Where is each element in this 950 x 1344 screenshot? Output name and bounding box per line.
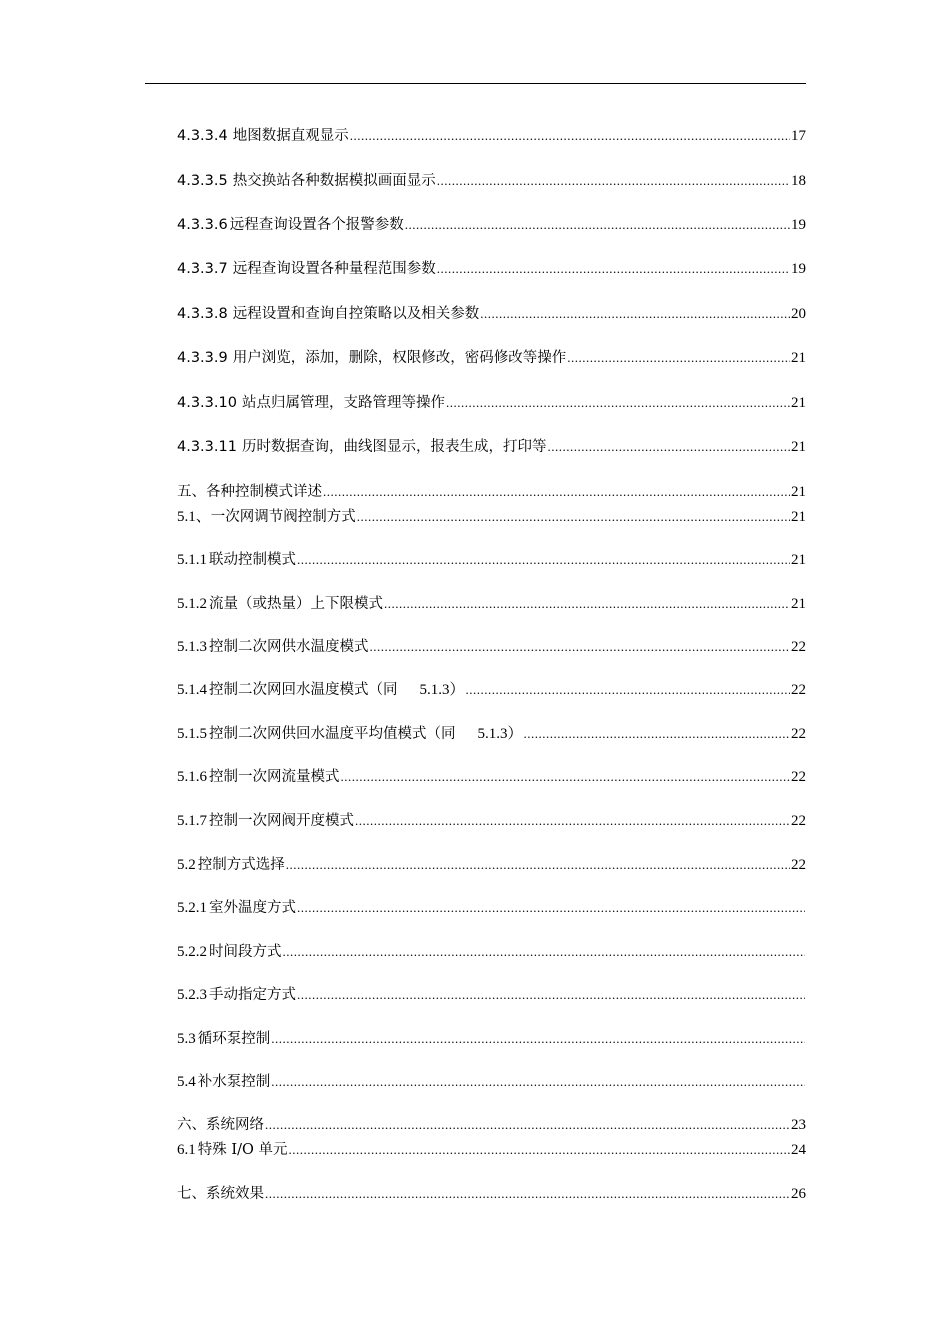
toc-entry-page: 18: [791, 173, 806, 189]
toc-entry-4-3-3-11[interactable]: [177, 437, 806, 457]
toc-entry-number: 5.1.7: [177, 813, 207, 829]
toc-entry-page: 26: [791, 1186, 806, 1202]
toc-entry-title: 控制二次网供水温度模式: [209, 639, 369, 655]
toc-entry-chapter-7[interactable]: [177, 1184, 806, 1204]
toc-leader-dots: [446, 393, 790, 413]
toc-entry-4-3-3-8[interactable]: [177, 304, 806, 324]
toc-leader-dots: [405, 215, 790, 235]
toc-leader-dots: [286, 855, 790, 875]
toc-entry-5-1-3[interactable]: [177, 637, 806, 657]
toc-leader-dots: [271, 1072, 805, 1092]
toc-entry-5-2-3[interactable]: [177, 985, 806, 1005]
toc-leader-dots: [480, 304, 790, 324]
toc-entry-title: 地图数据直观显示: [232, 128, 349, 144]
toc-entry-number: 5.2: [177, 857, 196, 873]
toc-entry-number: 4.3.3.10: [177, 395, 237, 411]
toc-entry-title: 五、各种控制模式详述: [177, 484, 322, 500]
toc-entry-number: 5.1.5: [177, 726, 207, 742]
toc-entry-title: 用户浏览，添加，删除，权限修改，密码修改等操作: [232, 350, 567, 366]
toc-entry-page: 21: [791, 395, 806, 411]
toc-entry-title: 远程查询设置各个报警参数: [229, 217, 404, 233]
toc-entry-number: 5.1.4: [177, 682, 207, 698]
toc-entry-page: 22: [791, 769, 806, 785]
toc-entry-5-1-1[interactable]: [177, 550, 806, 570]
toc-entry-5-1-2[interactable]: [177, 594, 806, 614]
toc-entry-number: 6.1: [177, 1142, 196, 1158]
toc-entry-title: 流量（或热量）上下限模式: [209, 596, 383, 612]
toc-leader-dots: [357, 507, 790, 527]
toc-entry-title-text: 控制二次网供回水温度平均值模式（同: [209, 726, 456, 742]
toc-entry-5-1-7[interactable]: [177, 811, 806, 831]
toc-leader-dots: [350, 126, 790, 146]
toc-entry-page: 21: [791, 552, 806, 568]
toc-entry-title: 控制方式选择: [197, 857, 285, 873]
toc-entry-number: 5.1.1: [177, 552, 207, 568]
toc-leader-dots: [323, 482, 790, 502]
toc-entry-5-2-2[interactable]: [177, 942, 806, 962]
toc-entry-title: 七、系统效果: [177, 1186, 264, 1202]
toc-entry-number: 4.3.3.5: [177, 173, 228, 189]
toc-entry-title: 手动指定方式: [209, 987, 296, 1003]
toc-entry-page: 17: [791, 128, 806, 144]
toc-entry-number: 4.3.3.8: [177, 306, 228, 322]
toc-entry-4-3-3-7[interactable]: [177, 259, 806, 279]
toc-entry-page: 22: [791, 726, 806, 742]
toc-entry-5-1[interactable]: [177, 507, 806, 527]
toc-entry-5-1-4[interactable]: [177, 680, 806, 700]
toc-leader-dots: [283, 942, 806, 962]
toc-entry-4-3-3-10[interactable]: [177, 393, 806, 413]
toc-leader-dots: [265, 1115, 790, 1135]
toc-leader-dots: [355, 811, 790, 831]
toc-entry-number: 5.1.6: [177, 769, 207, 785]
toc-entry-page: 23: [791, 1117, 806, 1133]
toc-entry-5-4[interactable]: [177, 1072, 806, 1092]
toc-entry-reference: 5.1.3）: [419, 682, 465, 698]
toc-entry-number: 4.3.3.9: [177, 350, 228, 366]
toc-entry-title: 联动控制模式: [209, 552, 296, 568]
toc-entry-title: 特殊 I/O 单元: [197, 1142, 288, 1158]
toc-entry-page: 21: [791, 484, 806, 500]
toc-entry-6-1[interactable]: [177, 1140, 806, 1160]
toc-entry-4-3-3-5[interactable]: [177, 171, 806, 191]
toc-entry-title: 控制一次网阀开度模式: [209, 813, 354, 829]
toc-entry-5-2-1[interactable]: [177, 898, 806, 918]
header-rule: [145, 83, 806, 84]
toc-entry-number: 5.2.2: [177, 944, 207, 960]
toc-entry-number: 5.1、: [177, 509, 211, 525]
toc-entry-title: 远程设置和查询自控策略以及相关参数: [232, 306, 480, 322]
toc-entry-number: 5.4: [177, 1074, 196, 1090]
toc-leader-dots: [437, 259, 790, 279]
toc-entry-title: 热交换站各种数据模拟画面显示: [232, 173, 436, 189]
toc-entry-page: 22: [791, 857, 806, 873]
toc-entry-page: 22: [791, 813, 806, 829]
toc-entry-page: 21: [791, 350, 806, 366]
toc-leader-dots: [341, 767, 791, 787]
toc-entry-title: [209, 724, 523, 744]
toc-entry-page: 24: [791, 1142, 806, 1158]
toc-entry-title: 六、系统网络: [177, 1117, 264, 1133]
toc-leader-dots: [437, 171, 790, 191]
toc-leader-dots: [567, 348, 790, 368]
toc-entry-page: 19: [791, 261, 806, 277]
toc-entry-4-3-3-6[interactable]: [177, 215, 806, 235]
toc-leader-dots: [547, 437, 790, 457]
toc-entry-page: 22: [791, 682, 806, 698]
toc-entry-5-1-6[interactable]: [177, 767, 806, 787]
toc-entry-number: 4.3.3.6: [177, 217, 228, 233]
toc-leader-dots: [524, 724, 790, 744]
toc-entry-title: 远程查询设置各种量程范围参数: [232, 261, 436, 277]
toc-entry-title: 控制一次网流量模式: [209, 769, 340, 785]
toc-entry-5-2[interactable]: [177, 855, 806, 875]
toc-entry-page: 21: [791, 439, 806, 455]
toc-entry-title: 一次网调节阀控制方式: [210, 509, 356, 525]
toc-entry-5-1-5[interactable]: [177, 724, 806, 744]
toc-entry-chapter-6[interactable]: [177, 1115, 806, 1135]
toc-entry-title: 补水泵控制: [197, 1074, 271, 1090]
toc-entry-number: 4.3.3.4: [177, 128, 228, 144]
toc-entry-number: 5.1.2: [177, 596, 207, 612]
toc-entry-number: 4.3.3.11: [177, 439, 237, 455]
toc-entry-title: 室外温度方式: [209, 900, 296, 916]
toc-leader-dots: [466, 680, 790, 700]
toc-entry-number: 4.3.3.7: [177, 261, 228, 277]
toc-entry-5-3[interactable]: [177, 1029, 806, 1049]
toc-entry-page: 20: [791, 306, 806, 322]
toc-entry-4-3-3-4[interactable]: [177, 126, 806, 146]
toc-entry-chapter-5[interactable]: [177, 482, 806, 502]
toc-entry-number: 5.2.3: [177, 987, 207, 1003]
toc-leader-dots: [297, 985, 805, 1005]
toc-leader-dots: [288, 1140, 790, 1160]
toc-entry-number: 5.3: [177, 1031, 196, 1047]
toc-entry-page: 19: [791, 217, 806, 233]
toc-entry-page: 21: [791, 509, 806, 525]
toc-entry-reference: 5.1.3）: [477, 726, 523, 742]
toc-entry-page: 21: [791, 596, 806, 612]
toc-entry-title: 循环泵控制: [197, 1031, 271, 1047]
toc-entry-4-3-3-9[interactable]: [177, 348, 806, 368]
toc-entry-title: 时间段方式: [209, 944, 282, 960]
toc-leader-dots: [297, 550, 790, 570]
toc-entry-page: 22: [791, 639, 806, 655]
toc-entry-title-text: 控制二次网回水温度模式（同: [209, 682, 398, 698]
toc-leader-dots: [265, 1184, 790, 1204]
toc-entry-number: 5.2.1: [177, 900, 207, 916]
toc-leader-dots: [370, 637, 791, 657]
toc-leader-dots: [271, 1029, 805, 1049]
toc-leader-dots: [384, 594, 790, 614]
toc-leader-dots: [297, 898, 805, 918]
toc-entry-number: 5.1.3: [177, 639, 207, 655]
toc-entry-title: 历时数据查询，曲线图显示，报表生成，打印等: [241, 439, 547, 455]
toc-entry-title: 站点归属管理，支路管理等操作: [241, 395, 445, 411]
toc-entry-title: [209, 680, 465, 700]
